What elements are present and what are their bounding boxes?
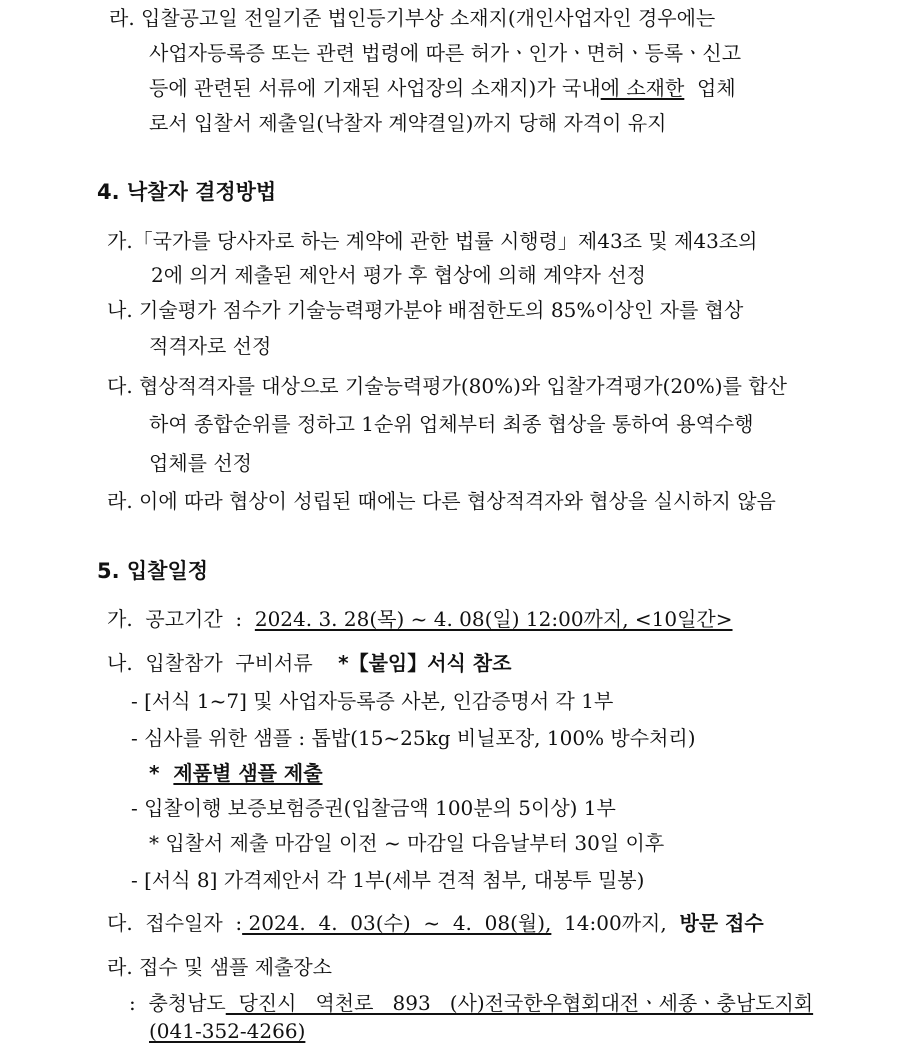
sec5-ra-phone-line	[149, 1017, 305, 1045]
sec4-da-line1	[107, 372, 831, 400]
sec5-title: 5. 입찰일정	[97, 559, 209, 583]
sec4-da-text1: 다. 협상적격자를 대상으로 기술능력평가(80%)와 입찰가격평가(20%)를 합산	[107, 374, 787, 398]
sec5-da-time: 14:00까지,	[551, 911, 680, 935]
sec4-title: 4. 낙찰자 결정방법	[97, 180, 277, 204]
sec3-la-text4: 로서 입찰서 제출일(낙찰자 계약결일)까지 당해 자격이 유지	[149, 111, 667, 135]
sec4-da-line2	[149, 410, 831, 438]
sec3-la-text3a: 등에 관련된 서류에 기재된 사업장의 소재지)가 국내	[149, 76, 601, 100]
sec3-la-text1: 라. 입찰공고일 전일기준 법인등기부상 소재지(개인사업자인 경우에는	[109, 6, 716, 30]
sec3-la-text2: 사업자등록증 또는 관련 법령에 따른 허가ㆍ인가ㆍ면허ㆍ등록ㆍ신고	[149, 41, 742, 65]
sec4-ra-text1: 라. 이에 따라 협상이 성립된 때에는 다른 협상적격자와 협상을 실시하지 않음	[107, 489, 776, 513]
sec5-item2	[131, 724, 696, 752]
sec4-na-line2	[149, 332, 271, 360]
sec5-ra-phone: (041-352-4266)	[149, 1019, 306, 1043]
sec4-da-text2: 하여 종합순위를 정하고 1순위 업체부터 최종 협상을 통하여 용역수행	[149, 412, 754, 436]
sec5-item4	[131, 866, 644, 894]
sec4-da-text3: 업체를 선정	[149, 451, 252, 475]
sec5-item3-note	[149, 829, 664, 857]
sec5-ra-address	[129, 989, 831, 1017]
sec5-item4-text: - [서식 8] 가격제안서 각 1부(세부 견적 첨부, 대봉투 밀봉)	[131, 868, 645, 892]
sec5-item2-note	[149, 759, 323, 787]
sec4-ga-line2	[151, 261, 646, 289]
sec5-na-line	[107, 649, 511, 677]
sec4-ga-text2: 2에 의거 제출된 제안서 평가 후 협상에 의해 계약자 선정	[151, 263, 646, 287]
sec4-ga-text1: 가.「국가를 당사자로 하는 계약에 관한 법률 시행령」제43조 및 제43조의	[107, 229, 758, 253]
sec5-ga-value: 2024. 3. 28(목) ~ 4. 08(일) 12:00까지, <10일간>	[254, 607, 733, 631]
sec5-na-label: 나. 입찰참가 구비서류	[107, 651, 339, 675]
sec4-ga-line1	[107, 227, 831, 255]
sec4-ra-line1	[107, 487, 831, 515]
sec5-ga-line	[107, 605, 733, 633]
sec5-item3-note-text: * 입찰서 제출 마감일 이전 ~ 마감일 다음날부터 30일 이후	[149, 831, 665, 855]
sec4-na-text1: 나. 기술평가 점수가 기술능력평가분야 배점한도의 85%이상인 자를 협상	[107, 298, 744, 322]
sec5-da-visit: 방문 접수	[679, 911, 764, 935]
sec5-da-line	[107, 909, 764, 937]
sec4-da-line3	[149, 449, 252, 477]
sec3-la-underlined: 에 소재한	[600, 76, 685, 100]
sec5-item1-text: - [서식 1~7] 및 사업자등록증 사본, 인감증명서 각 1부	[131, 689, 614, 713]
sec5-item1	[131, 687, 613, 715]
sec5-ra-line	[107, 953, 332, 981]
sec4-na-text2: 적격자로 선정	[149, 334, 272, 358]
sec3-la-line3	[149, 74, 831, 102]
sec3-la-line2	[149, 39, 831, 67]
sec5-item3-text: - 입찰이행 보증보험증권(입찰금액 100분의 5이상) 1부	[131, 796, 616, 820]
sec3-la-line4	[149, 109, 666, 137]
sec5-da-label: 다. 접수일자 :	[107, 911, 243, 935]
sec5-na-note: *【붙임】서식 참조	[338, 651, 512, 675]
sec3-la-line1	[109, 4, 831, 32]
sec4-na-line1	[107, 296, 831, 324]
sec5-da-value: 2024. 4. 03(수) ~ 4. 08(월),	[242, 911, 552, 935]
sec5-ra-label: 라. 접수 및 샘플 제출장소	[107, 955, 332, 979]
sec5-item2-note-text: 제품별 샘플 제출	[173, 761, 323, 785]
sec5-ga-label: 가. 공고기간 :	[107, 607, 255, 631]
sec5-ra-addr-b: 당진시 역천로 893 (사)전국한우협회대전ㆍ세종ㆍ충남도지회	[225, 991, 814, 1015]
sec5-item2-text: - 심사를 위한 샘플 : 톱밥(15~25kg 비닐포장, 100% 방수처리)	[131, 726, 696, 750]
sec5-ra-addr-a: : 충청남도	[129, 991, 226, 1015]
sec3-la-text3c: 업체	[684, 76, 736, 100]
sec5-item2-note-star: *	[149, 761, 174, 785]
sec5-item3	[131, 794, 616, 822]
